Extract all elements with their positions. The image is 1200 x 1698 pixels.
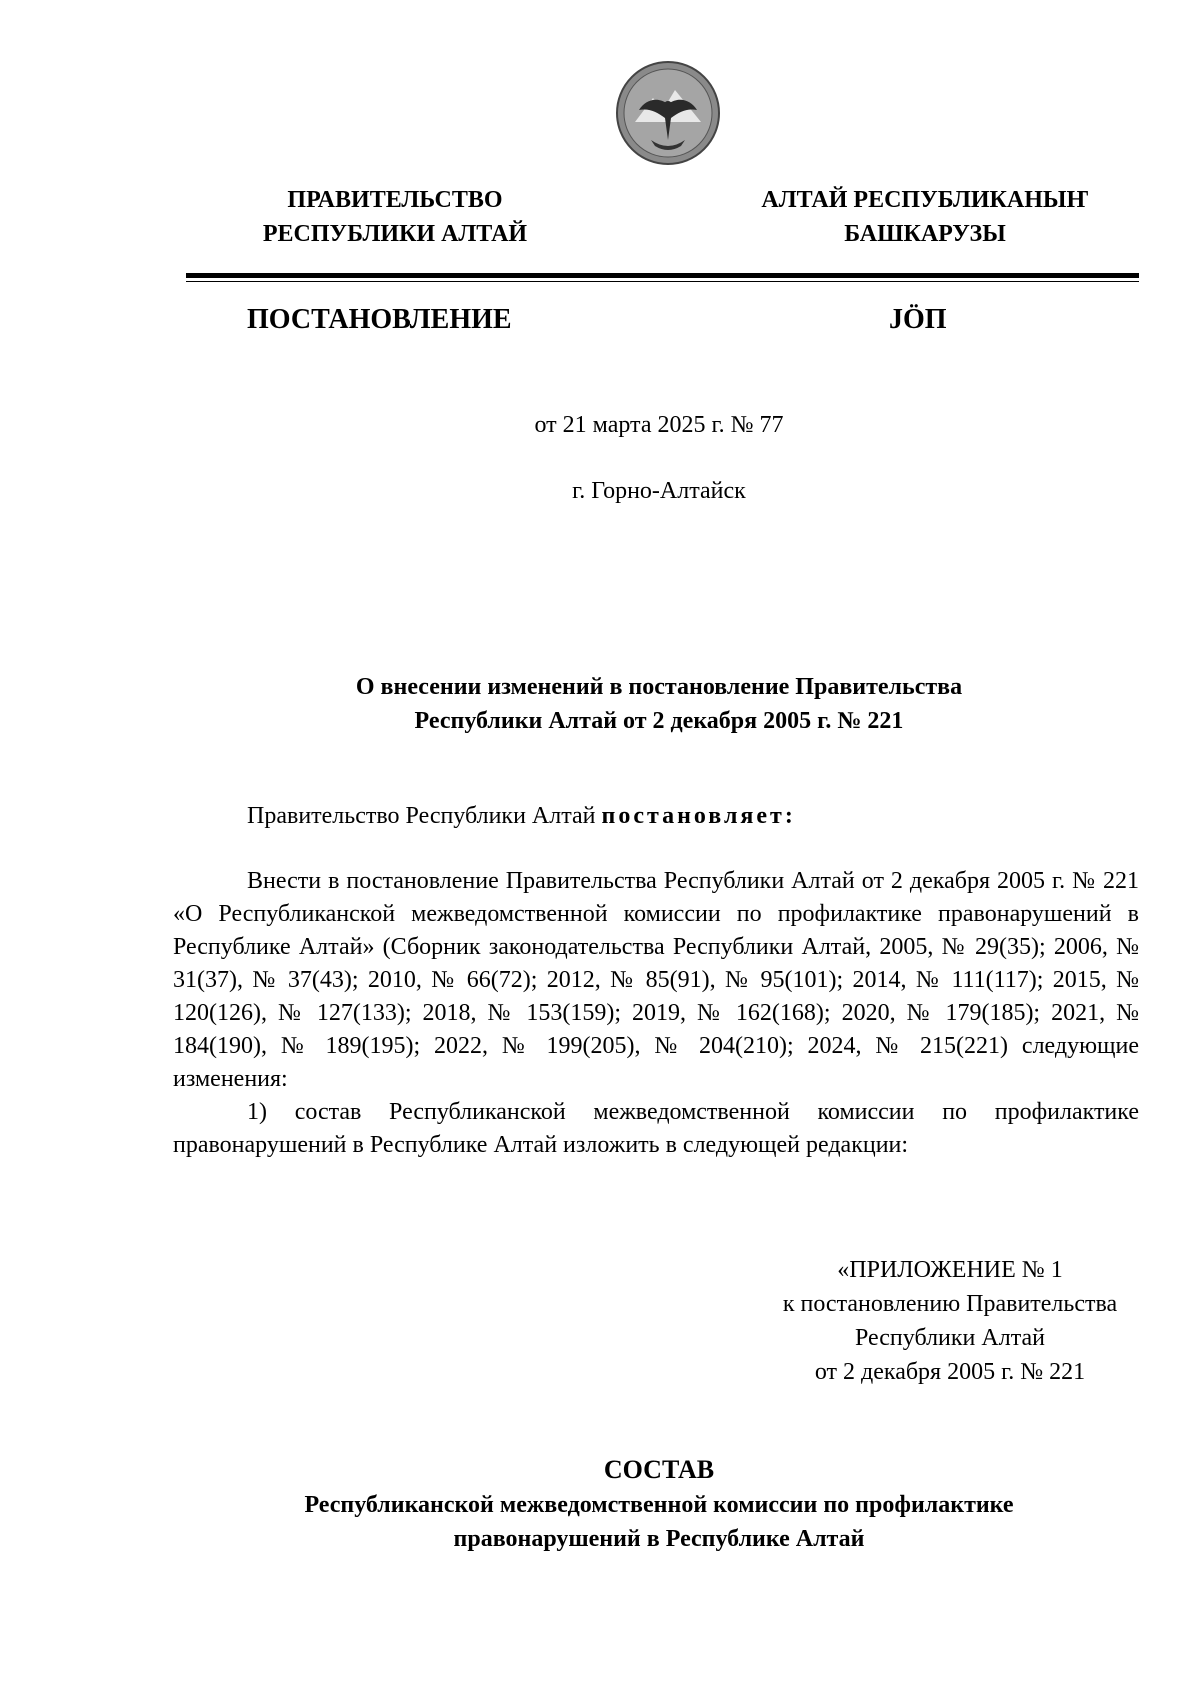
- composition-subtitle-line-1: Республиканской межведомственной комиссии по профилактике: [304, 1492, 1014, 1518]
- appendix-line-2: к постановлению Правительства: [782, 1291, 1118, 1317]
- appendix-line-1: «ПРИЛОЖЕНИЕ № 1: [837, 1257, 1063, 1283]
- appendix-line-4: от 2 декабря 2005 г. № 221: [814, 1359, 1086, 1385]
- composition-block: [0, 1452, 1200, 1556]
- header-left-line-1: ПРАВИТЕЛЬСТВО: [287, 187, 503, 213]
- document-title-line-1: О внесении изменений в постановление Правительства: [355, 674, 963, 700]
- paragraph-item-1: 1) состав Республиканской межведомственной комиссии по профилактике правонарушений в Республике Алтай изложить в следующей редакции:: [173, 1099, 1139, 1158]
- document-title: [0, 670, 1200, 738]
- header-divider-thick: [186, 273, 1139, 278]
- header-right-line-1: АЛТАЙ РЕСПУБЛИКАНЫҤ: [761, 187, 1089, 213]
- date-number: от 21 марта 2025 г. № 77: [534, 412, 784, 438]
- header-left-line-2: РЕСПУБЛИКИ АЛТАЙ: [262, 221, 528, 247]
- appendix-block: [720, 1253, 1180, 1389]
- header-right-line-2: БАШКАРУЗЫ: [844, 221, 1006, 247]
- paragraph-amendment: Внести в постановление Правительства Республики Алтай от 2 декабря 2005 г. № 221 «О Республиканской межведомственной комиссии по профилактике правонарушений в Республике Алтай» (Сборник законодательства Республики Алтай, 2005, № 29(35); 2006, № 31(37), № 37(43); 2010, № 66(72); 2012, № 85(91), № 95(101); 2014, № 111(117); 2015, № 120(126), № 127(133); 2018, № 153(159); 2019, № 162(168); 2020, № 179(185); 2021, № 184(190), № 189(195); 2022, № 199(205), № 204(210); 2024, № 215(221) следующие изменения:: [173, 868, 1139, 1092]
- preamble-verb: постановляет:: [601, 803, 796, 829]
- coat-of-arms-emblem-icon: [615, 60, 721, 166]
- composition-subtitle-line-2: правонарушений в Республике Алтай: [453, 1526, 865, 1552]
- document-type-right: JӦП: [889, 304, 947, 335]
- document-type-left: ПОСТАНОВЛЕНИЕ: [247, 304, 512, 335]
- preamble: [247, 800, 796, 832]
- appendix-line-3: Республики Алтай: [855, 1325, 1045, 1351]
- body-text: [173, 865, 1139, 1162]
- composition-heading: СОСТАВ: [603, 1455, 715, 1484]
- header-left: [225, 183, 565, 251]
- document-title-line-2: Республики Алтай от 2 декабря 2005 г. № 221: [414, 708, 904, 734]
- preamble-subject: Правительство Республики Алтай: [247, 803, 596, 829]
- header-divider-thin: [186, 281, 1139, 282]
- city: г. Горно-Алтайск: [572, 478, 746, 504]
- header-right: [720, 183, 1130, 251]
